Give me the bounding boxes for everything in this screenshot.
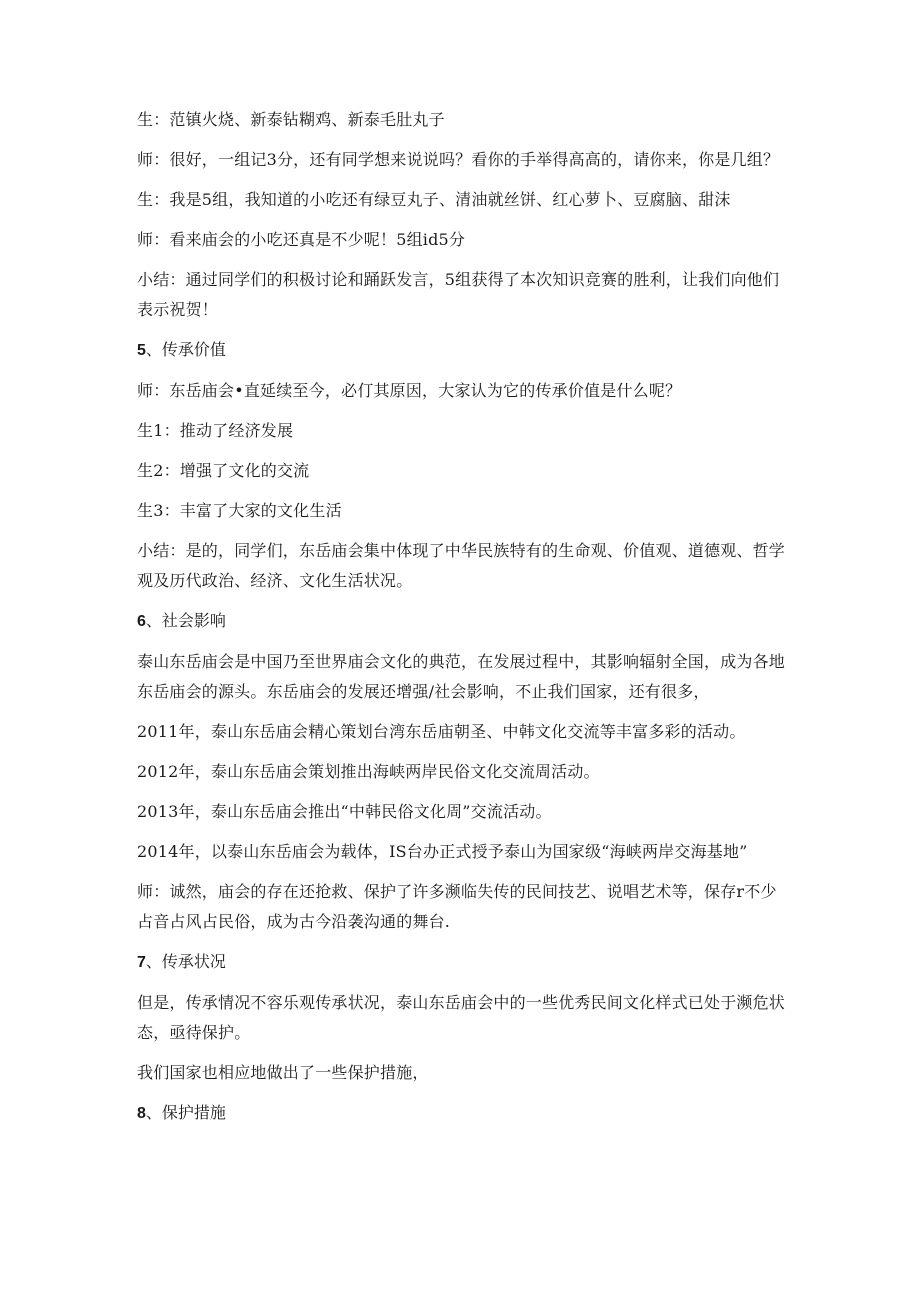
paragraph: 生3：丰富了大家的文化生活: [137, 501, 342, 520]
section-heading: [137, 606, 787, 637]
paragraph: 2011年，泰山东岳庙会精心策划台湾东岳庙朝圣、中韩文化交流等丰富多彩的活动。: [137, 722, 746, 741]
paragraph: 师：诚然，庙会的存在还抢救、保护了许多濒临失传的民间技艺、说唱艺术等，保存r不少占音占风占民俗，成为古今沿袭沟通的舞台.: [137, 882, 777, 931]
paragraph: 师：很好，一组记3分，还有同学想来说说吗？看你的手举得高高的，请你来，你是几组？: [137, 150, 780, 169]
document-page: [137, 105, 787, 1139]
section-title: 、传承价值: [145, 340, 226, 359]
paragraph: 师：看来庙会的小吃还真是不少呢！5组id5分: [137, 230, 466, 249]
paragraph: 2012年，泰山东岳庙会策划推出海峡两岸民俗文化交流周活动。: [137, 762, 600, 781]
paragraph: 2013年，泰山东岳庙会推出“中韩民俗文化周”交流活动。: [137, 802, 552, 821]
section-heading: [137, 1098, 787, 1129]
paragraph: 小结：是的，同学们，东岳庙会集中体现了中华民族特有的生命观、价值观、道德观、哲学观及历代政治、经济、文化生活状况。: [137, 541, 786, 590]
section-number: 5: [137, 342, 146, 359]
paragraph: 生：我是5组，我知道的小吃还有绿豆丸子、清油就丝饼、红心萝卜、豆腐脑、甜沫: [137, 190, 731, 209]
paragraph: 我们国家也相应地做出了一些保护措施，: [137, 1063, 429, 1082]
paragraph: 师：东岳庙会•直延续至今，必仃其原因，大家认为它的传承价值是什么呢？: [137, 381, 682, 400]
paragraph: 生：范镇火烧、新泰钻糊鸡、新泰毛肚丸子: [137, 110, 445, 129]
section-number: 8: [137, 1105, 146, 1122]
section-heading: [137, 947, 787, 978]
section-title: 、社会影响: [145, 611, 226, 630]
section-number: 6: [137, 613, 146, 630]
paragraph: 2014年，以泰山东岳庙会为载体，IS台办正式授予泰山为国家级“海峡两岸交海基地”: [137, 842, 748, 861]
paragraph: 生2：增强了文化的交流: [137, 461, 310, 480]
section-heading: [137, 335, 787, 366]
paragraph: 但是，传承情况不容乐观传承状况，泰山东岳庙会中的一些优秀民间文化样式已处于濒危状态，亟待保护。: [137, 993, 786, 1042]
paragraph: 生1：推动了经济发展: [137, 421, 294, 440]
section-number: 7: [137, 954, 146, 971]
section-title: 、传承状况: [145, 952, 226, 971]
paragraph: 小结：通过同学们的积极讨论和踊跃发言，5组获得了本次知识竞赛的胜利，让我们向他们表示祝贺！: [137, 270, 780, 319]
section-title: 、保护措施: [145, 1103, 226, 1122]
paragraph: 泰山东岳庙会是中国乃至世界庙会文化的典范，在发展过程中，其影响辐射全国，成为各地东岳庙会的源头。东岳庙会的发展还增强/社会影响，不止我们国家，还有很多，: [137, 652, 786, 701]
